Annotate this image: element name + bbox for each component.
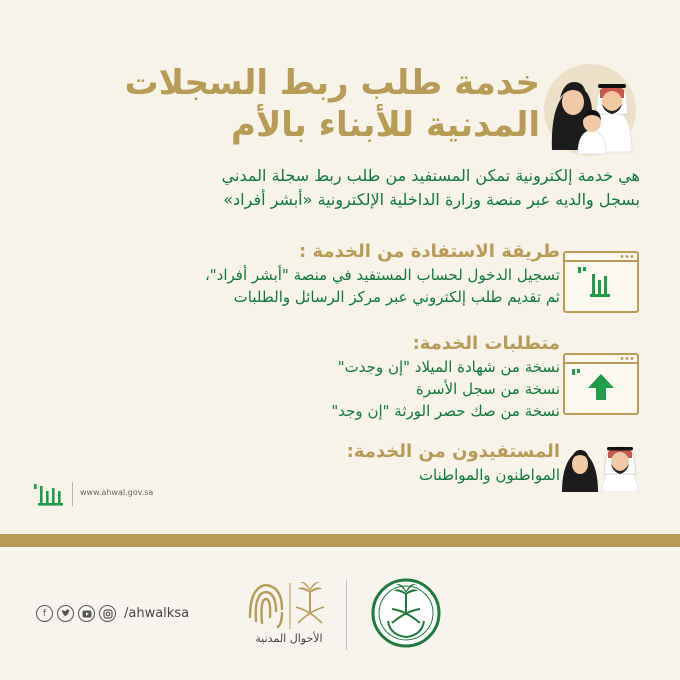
divider	[72, 482, 73, 506]
intro-line-1: هي خدمة إلكترونية تمكن المستفيد من طلب ربط سجلة المدني	[221, 166, 640, 185]
page-title	[124, 62, 540, 146]
intro-text	[40, 164, 640, 212]
section-heading: طريقة الاستفادة من الخدمة :	[299, 241, 560, 262]
section-line: نسخة من سجل الأسرة	[415, 380, 560, 398]
section-line: نسخة من شهادة الميلاد "إن وجدت"	[337, 358, 560, 376]
section-line: تسجيل الدخول لحساب المستفيد في منصة "أبشر أفراد"،	[204, 266, 560, 284]
section-line: نسخة من صك حصر الورثة "إن وجد"	[331, 402, 560, 420]
website-link[interactable]: www.ahwal.gov.sa	[80, 488, 154, 497]
citizens-icon	[560, 436, 640, 492]
title-line-1: خدمة طلب ربط السجلات	[124, 63, 540, 103]
section-requirements	[40, 332, 560, 422]
youtube-icon[interactable]	[78, 605, 95, 622]
family-illustration-icon	[540, 60, 640, 160]
instagram-icon[interactable]	[99, 605, 116, 622]
ministry-emblem	[370, 577, 442, 649]
footer-divider	[346, 580, 347, 650]
absher-logo	[32, 482, 68, 508]
ahwal-name: الأحوال المدنية	[255, 632, 323, 645]
section-heading: متطلبات الخدمة:	[412, 333, 560, 354]
absher-browser-icon	[562, 250, 640, 314]
twitter-icon[interactable]	[57, 605, 74, 622]
section-line: ثم تقديم طلب إلكتروني عبر مركز الرسائل والطلبات	[233, 288, 560, 306]
intro-line-2: بسجل والديه عبر منصة وزارة الداخلية الإلكترونية «أبشر أفراد»	[223, 190, 640, 209]
section-how-to-use	[40, 240, 560, 308]
section-beneficiaries	[40, 440, 560, 486]
title-line-2: المدنية للأبناء بالأم	[231, 105, 540, 145]
upload-browser-icon	[562, 352, 640, 416]
section-heading: المستفيدون من الخدمة:	[346, 441, 560, 462]
facebook-icon[interactable]: f	[36, 605, 53, 622]
social-links	[36, 605, 189, 622]
section-line: المواطنون والمواطنات	[418, 466, 560, 484]
gold-divider-band	[0, 534, 680, 547]
social-handle[interactable]: /ahwalksa	[124, 606, 190, 621]
